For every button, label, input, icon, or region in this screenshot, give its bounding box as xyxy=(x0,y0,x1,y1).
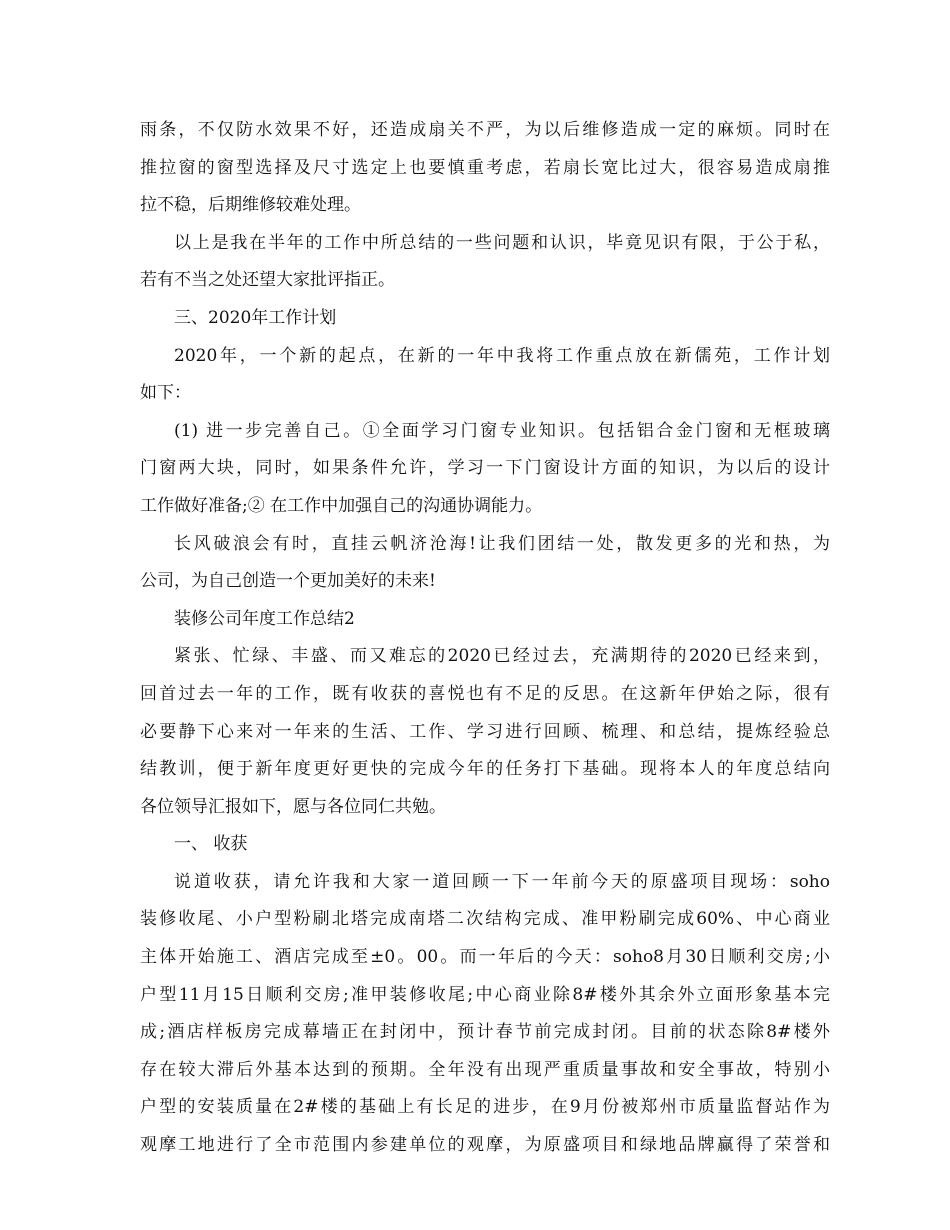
text-line: 2020年，一个新的起点，在新的一年中我将工作重点放在新儒苑，工作计划 xyxy=(174,345,830,366)
text-line: 说道收获，请允许我和大家一道回顾一下一年前今天的原盛项目现场：soho xyxy=(174,871,830,892)
text-line: 公司，为自己创造一个更加美好的未来! xyxy=(140,571,436,592)
text-line: 拉不稳，后期维修较难处理。 xyxy=(140,195,361,216)
text-line: 观摩工地进行了全市范围内参建单位的观摩，为原盛项目和绿地品牌赢得了荣誉和 xyxy=(140,1135,830,1156)
text-line: (1) 进一步完善自己。①全面学习门窗专业知识。包括铝合金门窗和无框玻璃 xyxy=(174,420,830,441)
text-line: 户型11月15日顺利交房;准甲装修收尾;中心商业除8#楼外其余外立面形象基本完 xyxy=(140,984,830,1005)
text-line: 装修收尾、小户型粉刷北塔完成南塔二次结构完成、准甲粉刷完成60%、中心商业 xyxy=(140,909,830,930)
text-line: 门窗两大块，同时，如果条件允许，学习一下门窗设计方面的知识，为以后的设计 xyxy=(140,458,830,479)
text-line: 结教训，便于新年度更好更快的完成今年的任务打下基础。现将本人的年度总结向 xyxy=(140,759,830,780)
text-line: 工作做好准备;② 在工作中加强自己的沟通协调能力。 xyxy=(140,495,543,516)
text-line: 长风破浪会有时，直挂云帆济沧海!让我们团结一处，散发更多的光和热，为 xyxy=(174,533,830,554)
text-line: 若有不当之处还望大家批评指正。 xyxy=(140,270,395,291)
text-line: 三、2020年工作计划 xyxy=(174,307,337,328)
text-line: 必要静下心来对一年来的生活、工作、学习进行回顾、梳理、和总结，提炼经验总 xyxy=(140,721,830,742)
text-line: 主体开始施工、酒店完成至±0。00。而一年后的今天：soho8月30日顺利交房;小 xyxy=(140,947,830,968)
text-line: 推拉窗的窗型选择及尺寸选定上也要慎重考虑，若扇长宽比过大，很容易造成扇推 xyxy=(140,157,830,178)
text-line: 回首过去一年的工作，既有收获的喜悦也有不足的反思。在这新年伊始之际，很有 xyxy=(140,683,830,704)
text-line: 如下： xyxy=(140,383,191,404)
text-line: 一、 收获 xyxy=(174,834,248,855)
document-page xyxy=(140,112,830,1165)
text-line: 以上是我在半年的工作中所总结的一些问题和认识，毕竟见识有限，于公于私， xyxy=(174,232,830,253)
text-line: 紧张、忙绿、丰盛、而又难忘的2020已经过去，充满期待的2020已经来到， xyxy=(174,646,830,667)
text-line: 户型的安装质量在2#楼的基础上有长足的进步，在9月份被郑州市质量监督站作为 xyxy=(140,1097,830,1118)
text-line: 成;酒店样板房完成幕墙正在封闭中，预计春节前完成封闭。目前的状态除8#楼外 xyxy=(140,1022,830,1043)
text-line: 装修公司年度工作总结2 xyxy=(174,608,355,629)
text-line: 雨条，不仅防水效果不好，还造成扇关不严，为以后维修造成一定的麻烦。同时在 xyxy=(140,120,830,140)
text-line: 存在较大滞后外基本达到的预期。全年没有出现严重质量事故和安全事故，特别小 xyxy=(140,1059,830,1080)
text-line: 各位领导汇报如下，愿与各位同仁共勉。 xyxy=(140,796,446,817)
